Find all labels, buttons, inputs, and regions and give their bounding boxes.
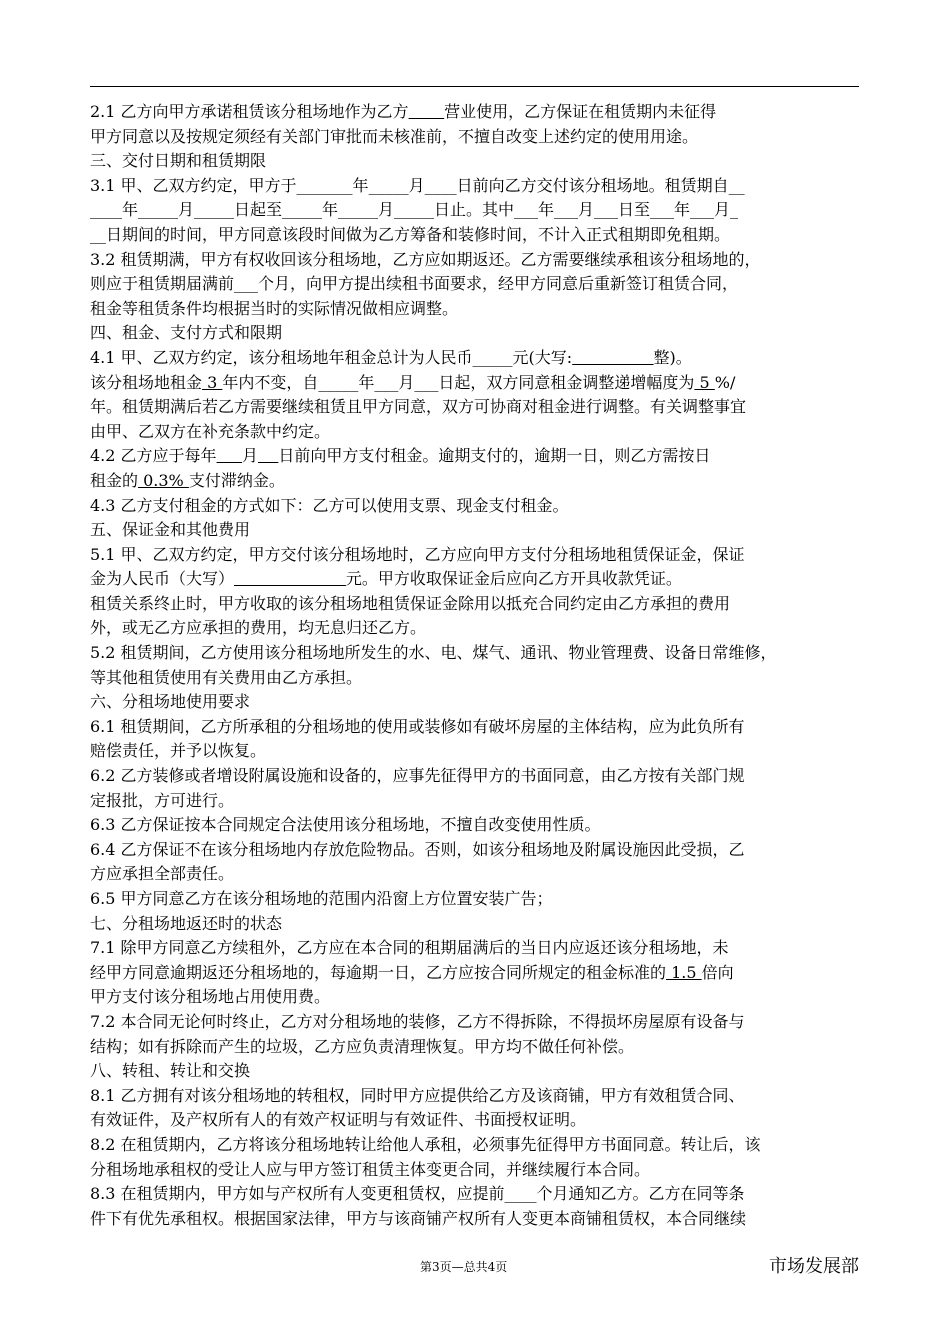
document-body [90, 100, 865, 1231]
text-line [90, 1010, 865, 1035]
text-segment: 三、交付日期和租赁期限 [90, 151, 267, 171]
header-rule [90, 86, 859, 87]
text-segment: 4.1 甲、乙双方约定，该分租场地年租金总计为人民币_____元(大写: [90, 347, 573, 367]
text-line [90, 887, 865, 912]
text-segment: 件下有优先承租权。根据国家法律，甲方与该商铺产权所有人变更本商铺租赁权，本合同继续 [90, 1208, 747, 1228]
underlined-blank [572, 348, 653, 367]
text-segment: 8.1 乙方拥有对该分租场地的转租权，同时甲方应提供给乙方及该商铺，甲方有效租赁合同、 [90, 1085, 745, 1105]
text-segment: 4.3 乙方支付租金的方式如下：乙方可以使用支票、现金支付租金。 [90, 495, 569, 515]
text-segment: 租金的 [90, 470, 139, 490]
text-segment: 年内不变，自_____年___月___日起，双方同意租金调整递增幅度为 [222, 372, 695, 392]
text-segment: 3.2 租赁期满，甲方有权收回该分租场地，乙方应如期返还。乙方需要继续承租该分租场地的， [90, 249, 761, 269]
text-segment: _______ [296, 175, 353, 195]
text-segment: 租赁关系终止时，甲方收取的该分租场地租赁保证金除用以抵充合同约定由乙方承担的费用 [90, 593, 731, 613]
text-segment: 外，或无乙方应承担的费用，均无息归还乙方。 [90, 618, 427, 638]
text-line [90, 616, 865, 641]
text-segment: 营业使用，乙方保证在租赁期内未征得 [444, 102, 717, 121]
text-line [90, 1035, 865, 1060]
page-footer [90, 1252, 859, 1282]
text-segment: 六、分租场地使用要求 [90, 692, 251, 712]
text-line [90, 420, 865, 445]
text-line [90, 715, 865, 740]
text-segment: 7.1 除甲方同意乙方续租外，乙方应在本合同的租期届满后的当日内应返还该分租场地，未 [90, 938, 729, 958]
text-line [90, 444, 865, 469]
text-segment: 有效证件，及产权所有人的有效产权证明与有效证件、书面授权证明。 [90, 1110, 587, 1130]
text-line [90, 690, 865, 715]
text-segment: 5.2 租赁期间，乙方使用该分租场地所发生的水、电、煤气、通讯、物业管理费、设备日常维修， [90, 643, 777, 663]
text-segment: 6.3 乙方保证按本合同规定合法使用该分租场地，不擅自改变使用性质。 [90, 815, 601, 835]
text-segment: 甲方支付该分租场地占用使用费。 [90, 987, 331, 1007]
text-segment: 元。甲方收取保证金后应向乙方开具收款凭证。 [345, 569, 682, 589]
text-segment: ____ [424, 175, 457, 195]
text-line [90, 813, 865, 838]
text-line [90, 1158, 865, 1183]
underlined-blank: 1.5 [666, 962, 702, 982]
text-line [90, 789, 865, 814]
text-line [90, 100, 865, 125]
text-segment: 整)。 [653, 347, 692, 367]
text-segment: 月 [408, 175, 425, 195]
text-line [90, 567, 865, 592]
text-line [90, 174, 865, 199]
text-segment: 支付滞纳金。 [188, 470, 285, 490]
text-line [90, 346, 865, 371]
text-line [90, 371, 865, 396]
text-segment: 3.1 甲、乙双方约定，甲方于 [90, 175, 297, 195]
text-line [90, 297, 865, 322]
text-line [90, 1059, 865, 1084]
underlined-blank: 5 [694, 372, 715, 392]
text-segment: 6.5 甲方同意乙方在该分租场地的范围内沿窗上方位置安装广告； [90, 889, 553, 908]
text-line [90, 469, 865, 494]
text-line [90, 494, 865, 519]
text-segment: 租金等租赁条件均根据当时的实际情况做相应调整。 [90, 298, 459, 318]
text-line [90, 321, 865, 346]
underlined-blank [409, 102, 445, 121]
text-line [90, 592, 865, 617]
text-segment: 方应承担全部责任。 [90, 864, 235, 884]
text-segment: 八、转租、转让和交换 [90, 1061, 251, 1081]
text-line [90, 985, 865, 1010]
department-name: 市场发展部 [769, 1256, 859, 1277]
text-segment: 6.1 租赁期间，乙方所承租的分租场地的使用或装修如有破坏房屋的主体结构，应为此负所有 [90, 716, 745, 736]
underlined-blank: 3 [202, 372, 223, 392]
text-segment: 5.1 甲、乙双方约定，甲方交付该分租场地时，乙方应向甲方支付分租场地租赁保证金，保证 [90, 544, 745, 564]
text-segment: 则应于租赁期届满前___个月，向甲方提出续租书面要求，经甲方同意后重新签订租赁合同， [90, 274, 739, 294]
text-segment: 结构；如有拆除而产生的垃圾，乙方应负责清理恢复。甲方均不做任何补偿。 [90, 1036, 635, 1056]
text-segment: 经甲方同意逾期返还分租场地的，每逾期一日，乙方应按合同所规定的租金标准的 [90, 962, 667, 982]
text-line [90, 936, 865, 961]
text-segment: __日期间的时间，甲方同意该段时间做为乙方筹备和装修时间，不计入正式租期即免租期。 [90, 224, 731, 244]
text-line [90, 764, 865, 789]
text-line [90, 198, 865, 223]
text-line [90, 1207, 865, 1232]
text-line [90, 248, 865, 273]
text-line [90, 518, 865, 543]
text-line [90, 125, 865, 150]
underlined-blank [258, 446, 278, 465]
text-line [90, 912, 865, 937]
text-line [90, 543, 865, 568]
text-segment: 月 [241, 446, 258, 466]
text-line [90, 1084, 865, 1109]
text-segment: 等其他租赁使用有关费用由乙方承担。 [90, 667, 363, 687]
text-segment: 8.3 在租赁期内，甲方如与产权所有人变更租赁权，应提前____个月通知乙方。乙方在同等条 [90, 1184, 745, 1204]
text-segment: 分租场地承租权的受让人应与甲方签订租赁主体变更合同，并继续履行本合同。 [90, 1159, 651, 1179]
text-segment: __ [728, 175, 745, 195]
text-line [90, 838, 865, 863]
underlined-blank [234, 569, 346, 588]
text-segment: 4.2 乙方应于每年 [90, 446, 217, 466]
text-segment: 8.2 在租赁期内，乙方将该分租场地转让给他人承租，必须事先征得甲方书面同意。转让后，该 [90, 1134, 761, 1154]
text-segment: 甲方同意以及按规定须经有关部门审批而未核准前，不擅自改变上述约定的使用用途。 [90, 126, 699, 146]
text-segment: 7.2 本合同无论何时终止，乙方对分租场地的装修，乙方不得拆除，不得损坏房屋原有设备与 [90, 1011, 745, 1031]
underlined-blank [217, 446, 242, 465]
text-line [90, 1182, 865, 1207]
text-line [90, 1133, 865, 1158]
text-line [90, 961, 865, 986]
text-segment: 七、分租场地返还时的状态 [90, 913, 283, 933]
text-segment: 五、保证金和其他费用 [90, 520, 251, 540]
text-segment: 日前向乙方交付该分租场地。租赁期自 [456, 175, 729, 195]
text-segment: 6.2 乙方装修或者增设附属设施和设备的，应事先征得甲方的书面同意，由乙方按有关部门规 [90, 766, 745, 786]
text-segment: 赔偿责任，并予以恢复。 [90, 741, 267, 761]
page-number: 第3页—总共4页 [420, 1260, 508, 1274]
text-segment: 倍向 [701, 962, 734, 982]
text-line [90, 223, 865, 248]
text-line [90, 739, 865, 764]
text-line [90, 272, 865, 297]
text-segment: 2.1 乙方向甲方承诺租赁该分租场地作为乙方 [90, 102, 409, 121]
text-segment: ____年_____月_____日起至_____年_____月_____日止。其中___年___月___日至___年___月_ [90, 200, 739, 220]
underlined-blank: 0.3% [138, 470, 189, 490]
text-line [90, 1108, 865, 1133]
text-line [90, 149, 865, 174]
text-line [90, 395, 865, 420]
text-segment: 日前向甲方支付租金。逾期支付的，逾期一日，则乙方需按日 [278, 446, 711, 466]
text-segment: 年 [352, 175, 369, 195]
text-segment: _____ [368, 175, 409, 195]
text-segment: 由甲、乙双方在补充条款中约定。 [90, 421, 331, 441]
text-segment: %/ [714, 372, 736, 392]
text-segment: 该分租场地租金 [90, 372, 203, 392]
text-line [90, 666, 865, 691]
text-segment: 定报批，方可进行。 [90, 790, 235, 810]
text-line [90, 641, 865, 666]
text-line [90, 862, 865, 887]
text-segment: 年。租赁期满后若乙方需要继续租赁且甲方同意，双方可协商对租金进行调整。有关调整事宜 [90, 397, 747, 417]
text-segment: 四、租金、支付方式和限期 [90, 323, 283, 343]
text-segment: 6.4 乙方保证不在该分租场地内存放危险物品。否则，如该分租场地及附属设施因此受损，乙 [90, 839, 745, 859]
text-segment: 金为人民币（大写） [90, 569, 235, 589]
